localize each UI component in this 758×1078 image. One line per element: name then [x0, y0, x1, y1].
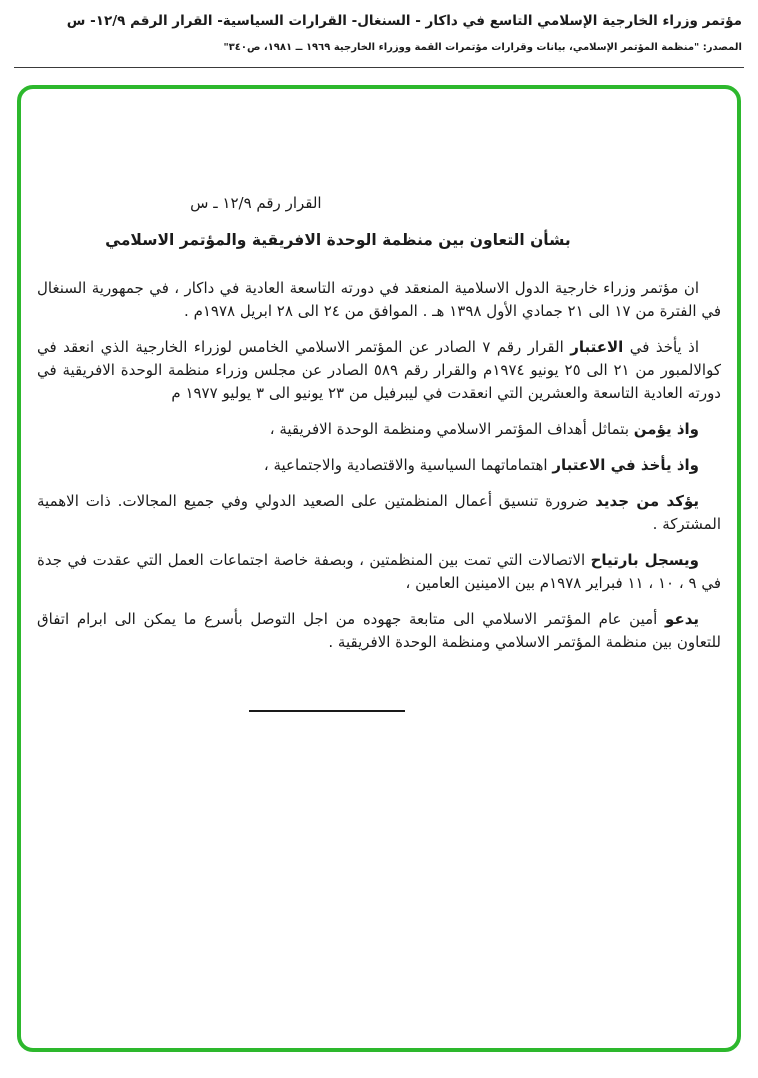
paragraph-text: أمين عام المؤتمر الاسلامي الى متابعة جهوده من اجل التوصل بأسرع ما يمكن الى ابرام اتفاق للتعاون بين منظمة المؤتمر الاسلامي ومنظمة الوحدة الافريقية . — [37, 610, 721, 651]
paragraph-text: القرار رقم ٧ الصادر عن المؤتمر الاسلامي الخامس لوزراء الخارجية الذي انعقد في كوالالمبور من ٢١ الى ٢٥ يونيو ١٩٧٤م والقرار رقم ٥٨٩ الصادر عن مجلس وزراء منظمة الوحدة الافريقية في دورته العادية التاسعة والعشرين التي انعقدت في ليبرفيل من ٢٣ يونيو الى ٣ يوليو ١٩٧٧ م — [37, 338, 721, 402]
header-divider — [14, 67, 744, 68]
paragraph-records-with-satisfaction — [37, 549, 721, 595]
paragraph-text: اذ يأخذ في — [623, 338, 699, 356]
resolution-subject-title: بشأن التعاون بين منظمة الوحدة الافريقية والمؤتمر الاسلامي — [105, 231, 571, 249]
resolution-number-title: القرار رقم ١٢/٩ ـ س — [190, 194, 322, 212]
paragraph-considering-resolutions — [37, 336, 721, 405]
paragraph-text: ضرورة تنسيق أعمال المنظمتين على الصعيد الدولي وفي جميع المجالات. ذات الاهمية المشتركة . — [37, 492, 721, 533]
paragraph-text-bold: واذ يأخذ في الاعتبار — [552, 456, 699, 474]
page-header — [16, 13, 742, 54]
paragraph-believing — [37, 418, 721, 441]
paragraph-text-bold: يدعو — [665, 610, 699, 628]
header-title: مؤتمر وزراء الخارجية الإسلامي التاسع في داكار - السنغال- القرارات السياسية- القرار الرقم ١٢/٩- س — [66, 13, 742, 29]
paragraph-text-bold: ويسجل بارتياح — [590, 551, 699, 569]
paragraph-text-bold: واذ يؤمن — [633, 420, 699, 438]
header-source-line: المصدر: "منظمة المؤتمر الإسلامي، بيانات وقرارات مؤتمرات القمة ووزراء الخارجية ١٩٦٩ ــ ١٩٨١، ص٣٤٠" — [223, 42, 742, 53]
paragraph-text-bold: الاعتبار — [570, 338, 624, 356]
end-of-text-rule — [249, 710, 405, 712]
paragraph-text-bold: يؤكد من جديد — [595, 492, 699, 510]
paragraph-text: الاتصالات التي تمت بين المنظمتين ، وبصفة خاصة اجتماعات العمل التي عقدت في جدة في ٩ ، ١٠ ، ١١ فبراير ١٩٧٨م بين الامينين العامين ، — [37, 551, 721, 592]
paragraph-reaffirms — [37, 490, 721, 536]
document-frame — [17, 85, 741, 1052]
paragraph-text: بتماثل أهداف المؤتمر الاسلامي ومنظمة الوحدة الافريقية ، — [269, 420, 634, 438]
paragraph-calls-upon — [37, 608, 721, 654]
paragraph-preamble — [37, 277, 721, 323]
paragraph-text: ان مؤتمر وزراء خارجية الدول الاسلامية المنعقد في دورته التاسعة العادية في داكار ، في جمهورية السنغال في الفترة من ١٧ الى ٢١ جمادي الأول ١٣٩٨ هـ . الموافق من ٢٤ الى ٢٨ ابريل ١٩٧٨م . — [37, 279, 721, 320]
paragraph-text: اهتماماتهما السياسية والاقتصادية والاجتماعية ، — [263, 456, 553, 474]
document-body — [21, 89, 737, 712]
paragraph-taking-into-account — [37, 454, 721, 477]
